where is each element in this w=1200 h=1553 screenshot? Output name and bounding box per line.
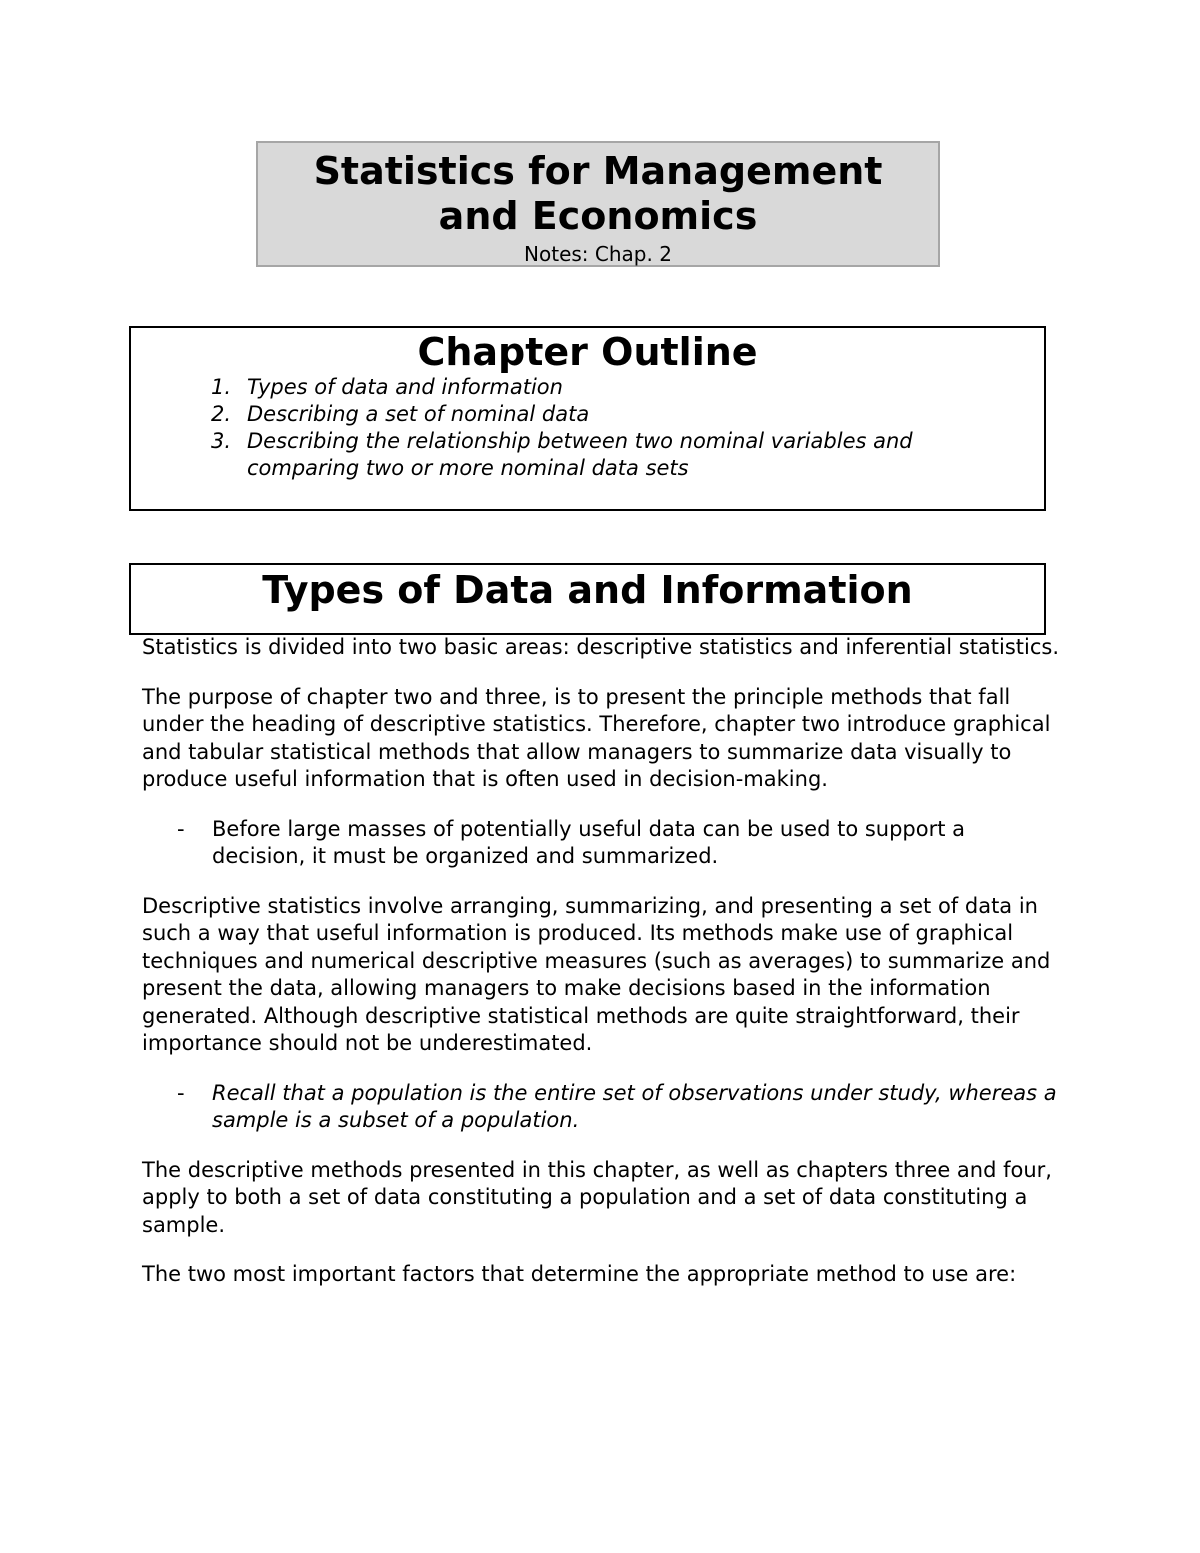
bullet-dash: - [177,816,185,841]
bullet-item-population [142,1080,1062,1135]
outline-item-text: Describing a set of nominal data [247,402,590,426]
paragraph-important-factors: The two most important factors that determine the appropriate method to use are: [142,1262,1017,1286]
bullet-dash: - [177,1080,185,1105]
chapter-outline-heading: Chapter Outline [417,330,758,374]
paragraph-basic-areas: Statistics is divided into two basic areas: descriptive statistics and inferential statistics. [142,635,1060,659]
paragraph-descriptive-methods: The descriptive methods presented in this chapter, as well as chapters three and four, apply to both a set of data constituting a population and a set of data constituting a sample. [142,1157,1052,1237]
outline-item [211,374,1021,401]
chapter-outline-box [129,326,1046,511]
outline-item [211,428,1021,482]
section-heading-box [129,563,1046,635]
document-title [258,149,938,239]
section-heading: Types of Data and Information [262,568,913,612]
outline-item-number: 3. [211,429,232,453]
body-text [142,634,1062,1311]
outline-item [211,401,1021,428]
document-title-line-2: and Economics [438,194,758,238]
document-subtitle: Notes: Chap. 2 [524,242,672,266]
chapter-outline-list [211,374,1021,482]
bullet-text: Before large masses of potentially useful data can be used to support a decision, it must be organized and summarized. [212,816,966,868]
outline-item-text: Types of data and information [247,375,563,399]
paragraph-purpose: The purpose of chapter two and three, is to present the principle methods that fall under the heading of descriptive statistics. Therefore, chapter two introduce graphical and tabular statistical methods that allow managers to summarize data visually to produce useful information that is often used in decision-making. [142,684,1051,791]
outline-item-number: 1. [211,375,232,399]
bullet-text: Recall that a population is the entire set of observations under study, whereas a sample is a subset of a population. [212,1080,1057,1132]
paragraph-descriptive-statistics: Descriptive statistics involve arranging, summarizing, and presenting a set of data in such a way that useful information is produced. Its methods make use of graphical techniques and numerical descriptive measures (such as averages) to summarize and present the data, allowing managers to make decisions based in the information generated. Although descriptive statistical methods are quite straightforward, their importance should not be underestimated. [142,893,1051,1055]
outline-item-number: 2. [211,402,232,426]
outline-item-text: Describing the relationship between two nominal variables and comparing two or more nominal data sets [247,429,913,480]
bullet-item-organize [142,816,1062,871]
document-title-box [256,141,940,267]
document-title-line-1: Statistics for Management [313,149,883,193]
